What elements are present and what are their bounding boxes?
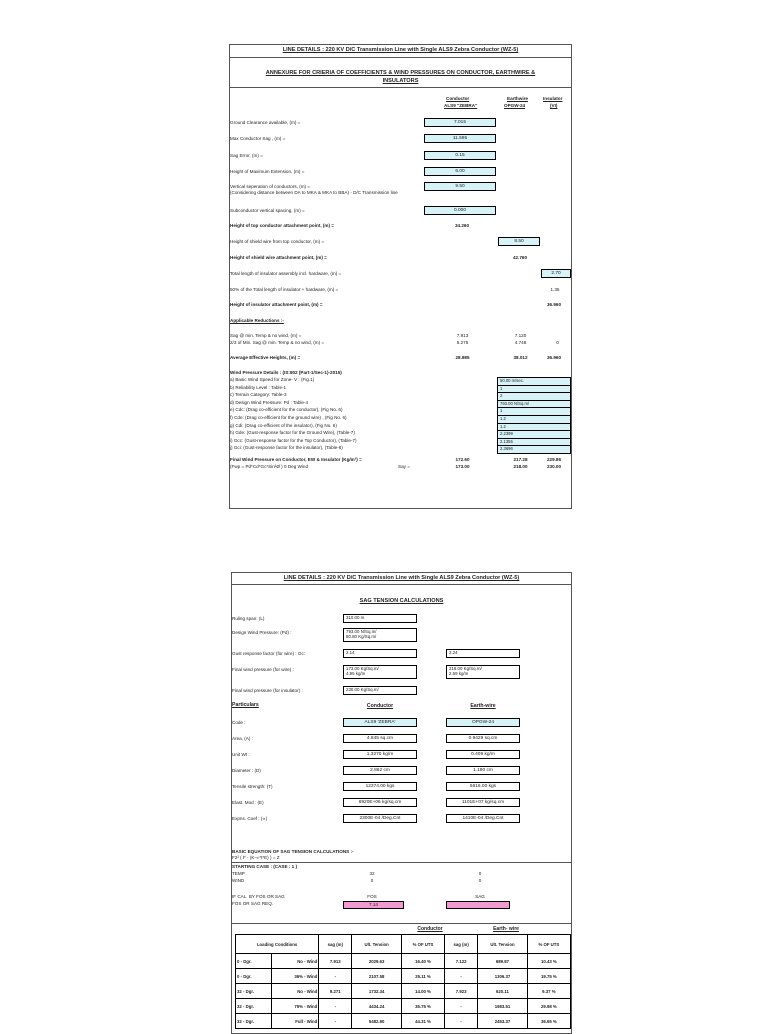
- cond-tension: 4434.24: [352, 999, 402, 1014]
- cond-pct: 25.11 %: [401, 969, 444, 984]
- sag-label: SAG: [475, 894, 485, 899]
- wind-value: 50.00 m/sec.: [498, 378, 570, 386]
- area-ew: 0.9429 sq.cm: [446, 734, 520, 743]
- insulator-len-value: 2.70: [541, 269, 571, 278]
- fw-cond-2: 4.95 kg/m: [346, 671, 366, 677]
- cond-pct: 14.00 %: [401, 984, 444, 999]
- loading-wind: No - Wind: [272, 984, 319, 999]
- loading-wind: 36% - Wind: [272, 969, 319, 984]
- expns-cond: 2300E-04 /Deg.Cnt: [343, 814, 417, 823]
- avg-height-ins: 36.960: [546, 355, 562, 360]
- particulars-label: Particulars: [232, 702, 259, 708]
- vertical-sep-note: (Considering distance between DA to MKA & MKA to BBA) - D/C Transmission line: [230, 190, 398, 195]
- sag-tension-title: SAG TENSION CALCULATIONS: [359, 598, 444, 604]
- final-wind-cond: 172.60: [455, 457, 470, 462]
- expns-label: Expns. Coef : (∝): [232, 816, 268, 821]
- cond-sag: -: [319, 999, 352, 1014]
- ew-sag: 7.122: [445, 954, 478, 969]
- final-wind-wire-label: Final wind pressure (for wire) :: [232, 667, 294, 672]
- top-conductor-value: 34.260: [454, 223, 470, 228]
- temp-ew: 0: [478, 871, 482, 876]
- basic-eq: F2² ( F - (K-∝*t*E) ) = Z: [232, 855, 280, 860]
- cond-sag: 9.271: [319, 984, 352, 999]
- say-cond: 173.00: [455, 464, 470, 469]
- ruling-span-value: 310.00 m: [343, 614, 417, 623]
- ew-tension: 620.11: [478, 984, 528, 999]
- table-row: [236, 969, 571, 984]
- temp-label: TEMP: [232, 871, 245, 876]
- half-len-label: 50% of the Total length of insulator + hardware, (m) =: [230, 287, 339, 292]
- wind-value: 1.2: [498, 424, 570, 432]
- col-insulator: Insulator: [543, 96, 563, 101]
- ew-sag: -: [445, 969, 478, 984]
- wind-item: j) Gci: (Gust-response factor for the insulator), (Table-6): [230, 445, 343, 451]
- wind-value: 1.2: [498, 416, 570, 424]
- cond-sag: 7.913: [319, 954, 352, 969]
- fos-label: FOS: [367, 894, 377, 899]
- design-wind-label: Design Wind Pressure: (Pd) :: [232, 630, 292, 635]
- fos-or-sag-label: FOS OR SAG REQ.: [232, 901, 274, 906]
- ew-pct: 10.43 %: [527, 954, 570, 969]
- table-conductor: Conductor: [417, 926, 443, 932]
- table-header-row: [236, 935, 571, 954]
- diameter-label: Diameter : (D): [232, 768, 261, 773]
- ew-sag: 7.923: [445, 984, 478, 999]
- col-earthwire-type: OPGW-24: [504, 103, 526, 108]
- loading-header: Loading Conditions: [236, 935, 319, 954]
- insulator-len-label: Total length of insulator assembly incl. hardware, (m) =: [230, 271, 342, 276]
- sag-23-label: 2/3 of Min. Sag @ min. Temp & no wind, (m) =: [230, 340, 325, 345]
- say-ins: 230.00: [546, 464, 562, 469]
- wind-value: 1: [498, 386, 570, 394]
- col-earthwire: Earthwire: [507, 96, 528, 101]
- cond-pct: 44.31 %: [401, 1014, 444, 1029]
- max-sag-value: 11.595: [424, 134, 496, 143]
- wind-item: g) Cdi: (Drag co-efficient of the insulator), (Fig No. 6): [230, 422, 337, 428]
- fw-cond-1: 173.00 Kg/Sq.m/: [346, 666, 379, 671]
- temp-cond: 32: [369, 871, 375, 876]
- unitwt-cond: 1.3270 kg/m: [343, 750, 417, 759]
- cond-pct: 16.40 %: [401, 954, 444, 969]
- loading-temp: 32 - Dgr.: [236, 984, 272, 999]
- shield-attach-label: Height of shield wire attachment point, (m) =: [230, 255, 327, 260]
- loading-wind: 75% - Wind: [272, 999, 319, 1014]
- starting-case-label: STARTING CASE : (CASE : 1 ): [232, 864, 297, 869]
- cond-pct: 35.75 %: [401, 999, 444, 1014]
- col-insulator-type: (VI): [550, 103, 558, 108]
- code-label: Code :: [232, 720, 246, 725]
- say-ew: 218.00: [513, 464, 528, 469]
- avg-height-label: Average Effective Heights, (m) =: [230, 355, 301, 360]
- wind-item: i) Gcc: (Gust-response factor for the Top Conductor), (Table-7): [230, 437, 357, 443]
- fw-ew-2: 2.59 kg/m: [449, 671, 469, 677]
- sag-header-cond: sag (m): [319, 935, 352, 954]
- wind-item: a) Basic Wind Speed for Zone- V : (Fig.1): [230, 377, 315, 382]
- gust-ew: 2.24: [446, 649, 520, 658]
- wind-title: Wind Pressure Details : (IS:802 (Part-1/Sec-1)-2015): [230, 370, 342, 375]
- loading-wind: No - Wind: [272, 954, 319, 969]
- elast-ew: 1101E+07 kg/sq.cm: [446, 798, 520, 807]
- cond-tension: 5482.90: [352, 1014, 402, 1029]
- vertical-sep-value: 9.50: [424, 182, 496, 191]
- ground-clearance-value: 7.015: [424, 118, 496, 127]
- gust-cond: 2.14: [343, 649, 417, 658]
- table-row: [236, 999, 571, 1014]
- page-title: LINE DETAILS : 220 KV D/C Transmission Line with Single ALS9 Zebra Conductor (WZ-5): [282, 47, 519, 53]
- area-cond: 4.845 sq.cm: [343, 734, 417, 743]
- col-conductor-type: ALS9 "ZEBRA": [444, 103, 478, 108]
- cond-tension: 2029.63: [352, 954, 402, 969]
- wind-value: 1: [498, 408, 570, 416]
- conductor-label: Conductor: [366, 703, 394, 709]
- sag-min-label: Sag @ min. Temp & no wind, (m) =: [230, 333, 302, 338]
- max-sag-label: Max Conductor Sag , (m) =: [230, 136, 286, 141]
- final-wind-ins-label: Final wind pressure (for insulator) :: [232, 688, 303, 693]
- loading-wind: Full - Wind: [272, 1014, 319, 1029]
- wind-value: 2.3696: [500, 446, 513, 452]
- final-wind-formula: (Fwp = Pd*Cd*Gc*Sin²Ø ) 0 Deg Wind: [230, 464, 308, 469]
- fw-ins: 230.00 Kg/Sq.m/: [343, 686, 417, 695]
- table-row: [236, 1014, 571, 1029]
- sag-min-cond: 7.913: [456, 333, 469, 338]
- tensile-ew: 6616.00 kgs: [446, 782, 520, 791]
- sag-min-ew: 7.120: [514, 333, 527, 338]
- fos-value: 7.14: [343, 901, 404, 909]
- max-extension-label: Height of Maximum Extension, (m) =: [230, 169, 305, 174]
- ew-sag: -: [445, 1014, 478, 1029]
- wind-item: c) Terrain Category: Table-3: [230, 392, 287, 398]
- sag-header-ew: sag (m): [445, 935, 478, 954]
- sag-23-cond: 5.275: [456, 340, 469, 345]
- wind-value: 2: [498, 393, 570, 401]
- wind-item: f) Cde: (Drag co-efficient for the ground wire) , (Fig No. 6): [230, 415, 347, 420]
- ground-clearance-label: Ground Clearance available, (m) =: [230, 120, 301, 125]
- ew-tension: 2453.37: [478, 1014, 528, 1029]
- insulator-attach-label: Height of insulator attachment point, (m) =: [230, 302, 323, 307]
- page-1: [229, 44, 572, 509]
- ew-pct: 36.65 %: [527, 1014, 570, 1029]
- wind-item: b) Reliability Level : Table-1: [230, 384, 287, 390]
- table-row: [236, 954, 571, 969]
- max-extension-value: 6.00: [424, 167, 496, 176]
- annexure-title-2: INSULATORS: [382, 78, 419, 84]
- loading-temp: 0 - Dgr.: [236, 954, 272, 969]
- design-wind-1: 793.00 N/Sq.m/: [346, 629, 377, 634]
- sag-23-ew: 4.748: [514, 340, 527, 345]
- ew-pct: 19.75 %: [527, 969, 570, 984]
- pct-header-ew: % OF UTS: [527, 935, 570, 954]
- ew-pct: 29.98 %: [527, 999, 570, 1014]
- loading-temp: 32 - Dgr.: [236, 999, 272, 1014]
- final-wind-ins: 229.86: [546, 457, 562, 462]
- col-conductor: Conductor: [446, 96, 470, 101]
- page-title: LINE DETAILS : 220 KV D/C Transmission Line with Single ALS9 Zebra Conductor (WZ-5): [283, 575, 520, 581]
- ult-header-cond: Ult. Tension: [352, 935, 402, 954]
- cond-tension: 2107.58: [352, 969, 402, 984]
- final-wind-label: Final Wind Pressure on Conductor, EW & Insulator (Kg/m²) =: [230, 457, 362, 462]
- page-2: [231, 572, 572, 1034]
- avg-height-cond: 28.985: [455, 355, 470, 360]
- gust-label: Gust response factor (for wire) : Gc:: [232, 651, 306, 656]
- area-label: Area, (A) :: [232, 736, 253, 741]
- fw-cond-box: [343, 665, 417, 679]
- fw-ew-box: [446, 665, 520, 679]
- wind-value: 2.1355: [498, 439, 570, 447]
- vertical-sep-label: Vertical seperation of conductors, (m) =: [230, 184, 311, 189]
- expns-ew: 1410E-04 /Deg.Cnt: [446, 814, 520, 823]
- sag-23-ins: 0: [556, 340, 559, 345]
- wind-item: e) Cdc: (Drag co-efficient for the conductor), (Fig No. 6): [230, 407, 343, 413]
- avg-height-ew: 38.012: [513, 355, 528, 360]
- wind-cond: 0: [370, 878, 374, 883]
- elast-cond: 6920E+06 kg/sq.cm: [343, 798, 417, 807]
- diameter-ew: 1.190 cm: [446, 766, 520, 775]
- ew-pct: 9.37 %: [527, 984, 570, 999]
- elast-label: Elast. Mod : (E): [232, 800, 264, 805]
- wind-ew: 0: [478, 878, 482, 883]
- shield-from-top-value: 8.50: [498, 237, 540, 246]
- say-label: Say =: [398, 464, 410, 469]
- unitwt-label: Unit Wt :: [232, 752, 250, 757]
- pct-header-cond: % OF UTS: [401, 935, 444, 954]
- subconductor-label: Subconductor vertical spacing, (m) =: [230, 208, 305, 213]
- ruling-span-label: Ruling span: (L): [232, 616, 265, 621]
- wind-item: h) Gde: (Gust-response factor for the Ground Wire), (Table-7): [230, 430, 355, 436]
- half-len-value: 1.35: [550, 287, 560, 292]
- ew-tension: 1983.51: [478, 999, 528, 1014]
- ew-sag: -: [445, 999, 478, 1014]
- ew-tension: 689.87: [478, 954, 528, 969]
- shield-from-top-label: Height of shield wire from top conductor, (m) =: [230, 239, 325, 244]
- sag-value: [446, 901, 510, 909]
- table-row: [236, 984, 571, 999]
- if-cal-label: IF CAL. BY FOS OR SAG: [232, 894, 285, 899]
- shield-attach-value: 42.760: [512, 255, 528, 260]
- loading-temp: 32 - Dgr.: [236, 1014, 272, 1029]
- table-earthwire: Earth- wire: [493, 926, 519, 932]
- design-wind-2: 80.80 Kg/Sq.m/: [346, 634, 377, 640]
- ew-tension: 1306.37: [478, 969, 528, 984]
- unitwt-ew: 0.409 kg/m: [446, 750, 520, 759]
- sag-tension-table: [235, 934, 571, 1029]
- diameter-cond: 2.862 cm: [343, 766, 417, 775]
- wind-item: d) Design Wind Pressure: Pd : Table-4: [230, 399, 309, 405]
- design-wind-box: [343, 628, 417, 642]
- wind-value: 793.00 N/Sq.m/: [498, 401, 570, 409]
- ult-header-ew: Ult. Tension: [478, 935, 528, 954]
- loading-temp: 0 - Dgr.: [236, 969, 272, 984]
- fw-ew-1: 218.00 Kg/Sq.m/: [449, 666, 482, 671]
- tensile-cond: 12374.00 kgs: [343, 782, 417, 791]
- subconductor-value: 0.000: [424, 206, 496, 215]
- wind-label: WIND: [232, 878, 245, 883]
- top-conductor-label: Height of top conductor attachment point, (m) =: [230, 223, 334, 228]
- code-ew: OPGW-24: [446, 718, 520, 727]
- cond-tension: 1732.34: [352, 984, 402, 999]
- annexure-title: ANNEXURE FOR CRIERIA OF COEFFICIENTS & WIND PRESSURES ON CONDUCTOR, EARTHWIRE &: [265, 70, 536, 76]
- wind-value: 2.2399: [498, 431, 570, 439]
- tensile-label: Tensile strength: (T): [232, 784, 273, 789]
- sag-error-value: 0.15: [424, 151, 496, 160]
- sag-error-label: Sag Error, (m) =: [230, 153, 263, 158]
- code-cond: ALS9 'ZEBRA': [343, 718, 417, 727]
- final-wind-ew: 217.28: [513, 457, 528, 462]
- wind-values-box: [497, 377, 571, 454]
- earthwire-label: Earth-wire: [470, 703, 496, 709]
- reductions-label: Applicable Reductions :-: [230, 318, 284, 323]
- insulator-attach-value: 36.960: [546, 302, 562, 307]
- cond-sag: -: [319, 969, 352, 984]
- basic-eq-label: BASIC EQUATION OF SAG TENSION CALCULATIONS :-: [232, 849, 354, 854]
- cond-sag: -: [319, 1014, 352, 1029]
